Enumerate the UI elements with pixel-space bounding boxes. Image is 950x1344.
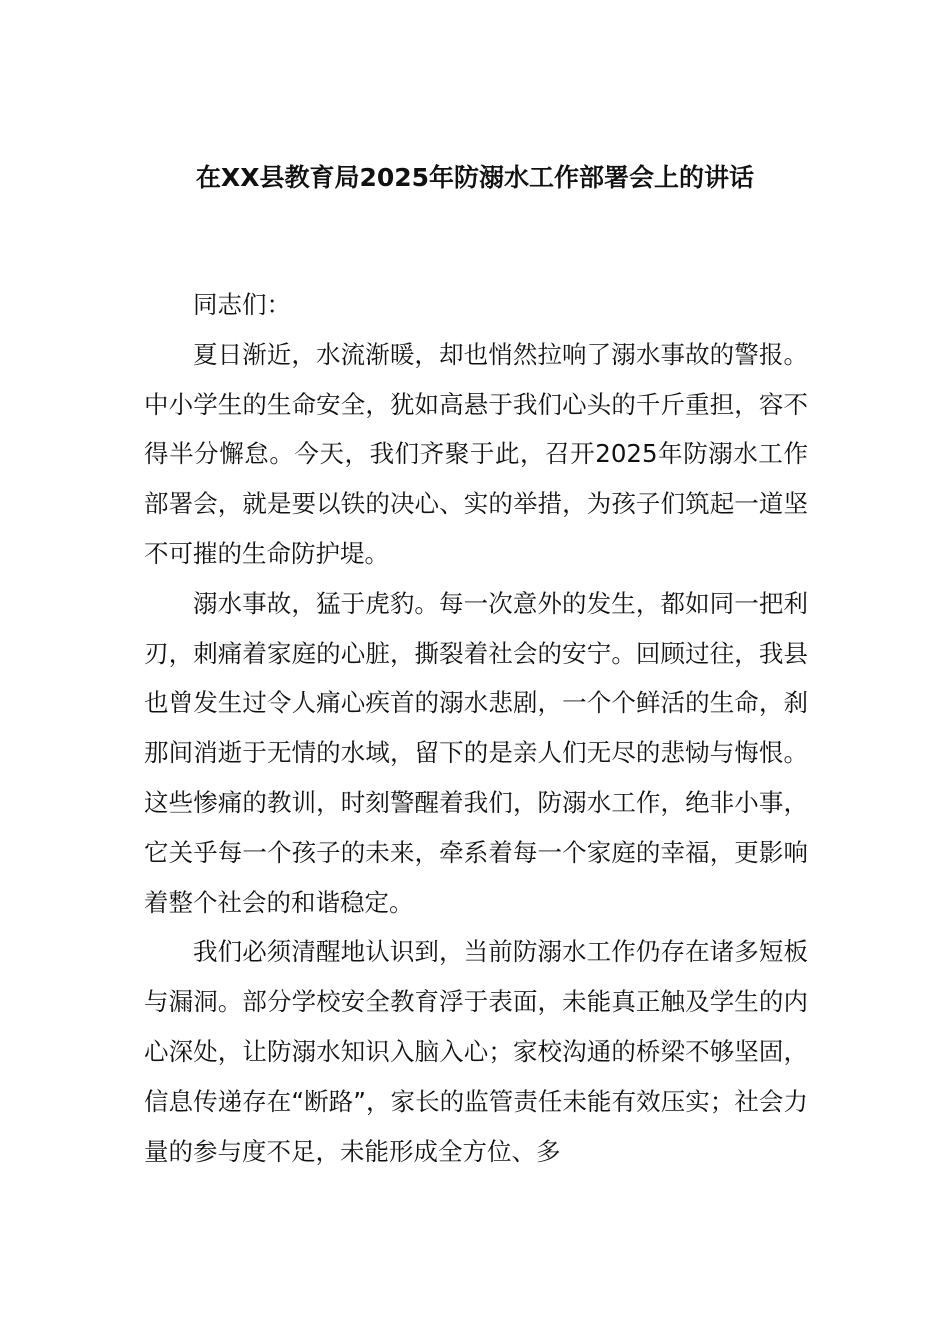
paragraph: 我们必须清醒地认识到，当前防溺水工作仍存在诸多短板与漏洞。部分学校安全教育浮于表面，未能真正触及学生的内心深处，让防溺水知识入脑入心；家校沟通的桥梁不够坚固，信息传递存在“断路”，家长的监管责任未能有效压实；社会力量的参与度不足，未能形成全方位、多 — [144, 937, 808, 1166]
document-title: 在XX县教育局2025年防溺水工作部署会上的讲话 — [195, 163, 755, 192]
paragraph: 溺水事故，猛于虎豹。每一次意外的发生，都如同一把利刃，刺痛着家庭的心脏，撕裂着社会的安宁。回顾过往，我县也曾发生过令人痛心疾首的溺水悲剧，一个个鲜活的生命，刹那间消逝于无情的水域，留下的是亲人们无尽的悲恸与悔恨。这些惨痛的教训，时刻警醒着我们，防溺水工作，绝非小事，它关乎每一个孩子的未来，牵系着每一个家庭的幸福，更影响着整个社会的和谐稳定。 — [144, 588, 808, 917]
document-body — [144, 280, 808, 1176]
paragraph: 夏日渐近，水流渐暖，却也悄然拉响了溺水事故的警报。中小学生的生命安全，犹如高悬于我们心头的千斤重担，容不得半分懈怠。今天，我们齐聚于此，召开2025年防溺水工作部署会，就是要以铁的决心、实的举措，为孩子们筑起一道坚不可摧的生命防护堤。 — [144, 339, 808, 568]
salutation: 同志们： — [193, 290, 291, 319]
